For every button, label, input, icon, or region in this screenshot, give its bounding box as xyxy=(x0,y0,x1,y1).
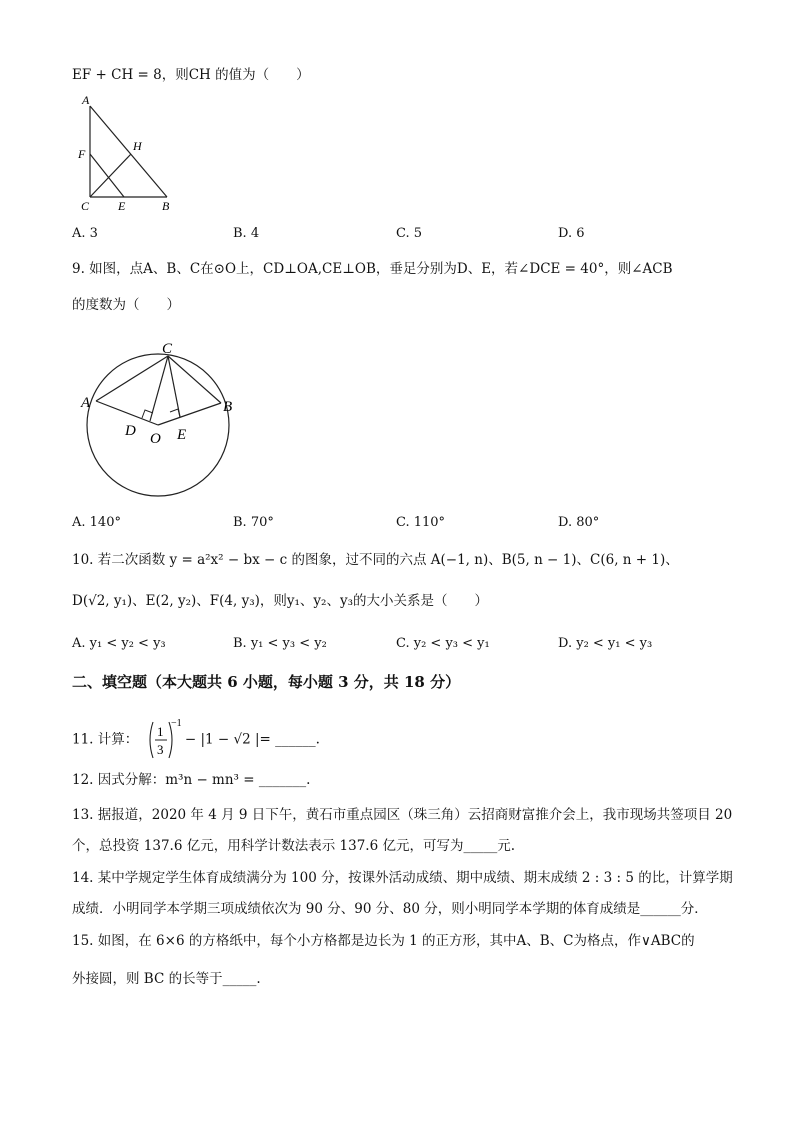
q9-option-b: B. 70° xyxy=(233,515,274,530)
svg-text:−1: −1 xyxy=(170,718,182,729)
q9-option-a: A. 140° xyxy=(72,515,121,530)
label-A: A xyxy=(82,93,90,107)
svg-text:1: 1 xyxy=(156,724,164,739)
q11-line xyxy=(72,718,320,762)
label-H: H xyxy=(133,139,142,153)
q8-option-c: C. 5 xyxy=(396,226,423,241)
section-heading: 二、填空题（本大题共 6 小题，每小题 3 分，共 18 分） xyxy=(72,673,461,691)
label-O: O xyxy=(150,431,161,447)
q8-option-b: B. 4 xyxy=(233,226,260,241)
q13-line1: 13. 据报道，2020 年 4 月 9 日下午，黄石市重点园区（珠三角）云招商财富推介会上，我市现场共签项目 20 xyxy=(72,807,733,823)
q11-fraction xyxy=(145,718,182,762)
q8-stem: EF + CH = 8，则CH 的值为（ ） xyxy=(72,67,310,83)
q9-option-d: D. 80° xyxy=(558,515,600,530)
q12-line: 12. 因式分解：m³n − mn³ = _______. xyxy=(72,772,311,788)
q14-line2: 成绩．小明同学本学期三项成绩依次为 90 分、90 分、80 分，则小明同学本学期的体育成绩是______分． xyxy=(72,901,708,917)
q9-circle-figure xyxy=(72,335,252,510)
q8-option-d: D. 6 xyxy=(558,226,585,241)
label-B: B xyxy=(223,399,233,415)
q11-prefix: 11. 计算： xyxy=(72,731,139,748)
q8-option-a: A. 3 xyxy=(72,226,98,241)
q9-line2: 的度数为（ ） xyxy=(72,297,180,313)
q13-line2: 个，总投资 137.6 亿元，用科学计数法表示 137.6 亿元，可写为_____元. xyxy=(72,838,516,854)
q11-expr-tail: − |1 − √2 |= ______. xyxy=(184,731,320,748)
q10-option-b: B. y₁ < y₃ < y₂ xyxy=(233,636,327,651)
q9-option-c: C. 110° xyxy=(396,515,446,530)
label-E: E xyxy=(118,199,126,213)
q15-line2: 外接圆，则 BC 的长等于_____. xyxy=(72,971,261,987)
q10-line1: 10. 若二次函数 y = a²x² − bx − c 的图象，过不同的六点 A(−1, n)、B(5, n − 1)、C(6, n + 1)、 xyxy=(72,552,679,568)
q10-option-c: C. y₂ < y₃ < y₁ xyxy=(396,636,490,651)
label-D: D xyxy=(125,423,136,439)
q10-option-a: A. y₁ < y₂ < y₃ xyxy=(72,636,166,651)
q9-line1: 9. 如图，点A、B、C在⊙O上，CD⊥OA,CE⊥OB，垂足分别为D、E，若∠DCE = 40°，则∠ACB xyxy=(72,261,673,277)
label-E: E xyxy=(177,427,187,443)
q10-line2: D(√2, y₁)、E(2, y₂)、F(4, y₃)，则y₁、y₂、y₃的大小关系是（ ） xyxy=(72,593,488,609)
q14-line1: 14. 某中学规定学生体育成绩满分为 100 分，按课外活动成绩、期中成绩、期末成绩 2 : 3 : 5 的比，计算学期 xyxy=(72,870,733,886)
label-B: B xyxy=(162,199,170,213)
svg-text:3: 3 xyxy=(156,742,164,757)
label-F: F xyxy=(78,147,86,161)
q10-option-d: D. y₂ < y₁ < y₃ xyxy=(558,636,653,651)
q15-line1: 15. 如图，在 6×6 的方格纸中，每个小方格都是边长为 1 的正方形，其中A、B、C为格点，作∨ABC的 xyxy=(72,933,695,949)
label-C: C xyxy=(81,199,90,213)
label-C: C xyxy=(162,341,173,357)
q8-triangle-figure xyxy=(72,90,182,215)
label-A: A xyxy=(81,395,91,411)
